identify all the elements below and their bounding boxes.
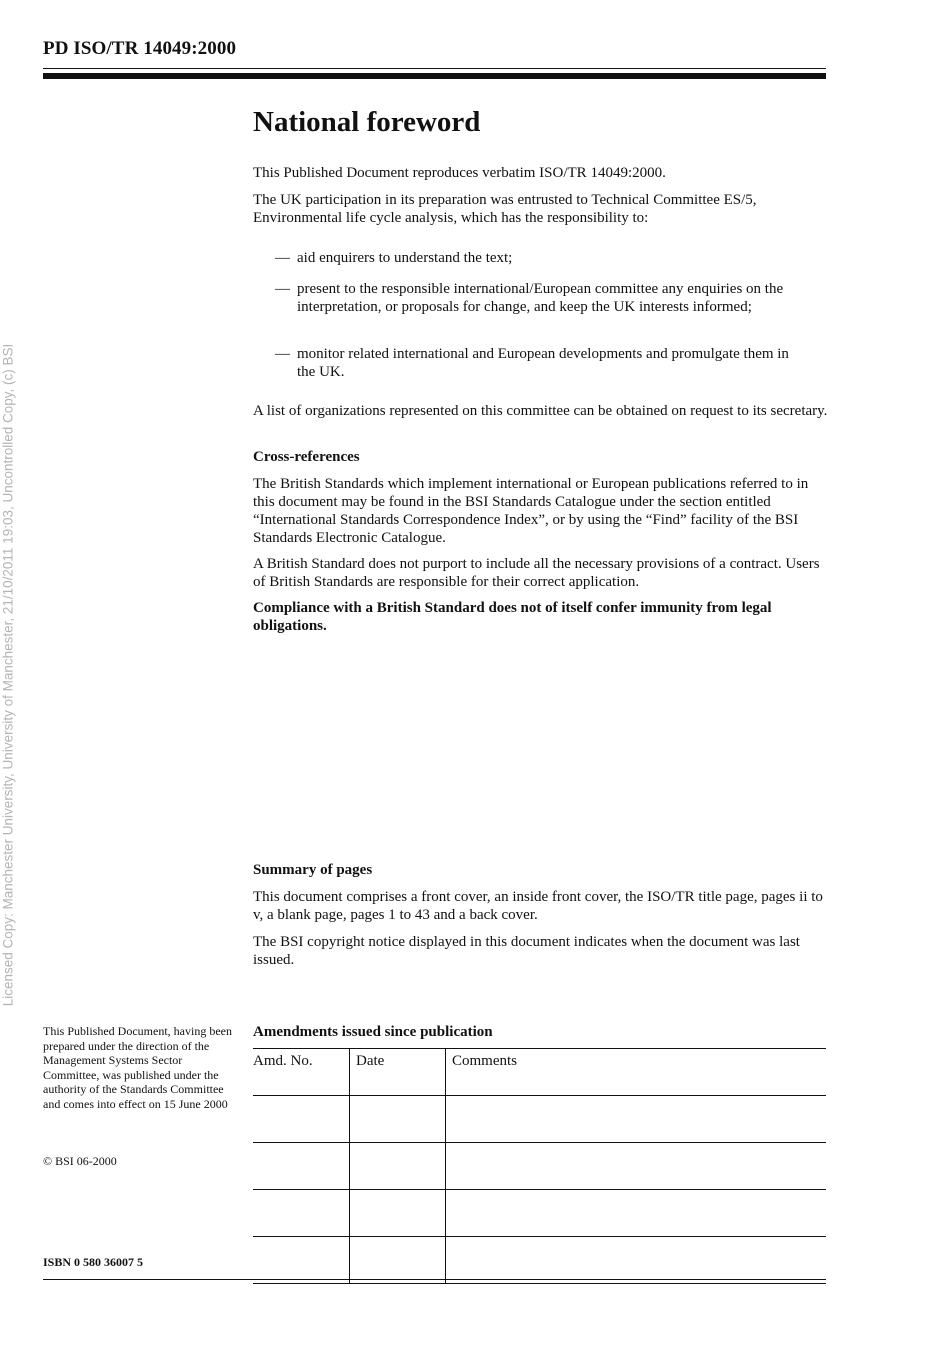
dash-marker: — [275, 250, 290, 266]
header-thick-rule [43, 73, 826, 79]
cross-references-heading: Cross-references [253, 449, 360, 465]
organizations-paragraph: A list of organizations represented on this committee can be obtained on request to its secretary. [253, 403, 828, 419]
column-header-comments: Comments [446, 1049, 827, 1096]
summary-heading: Summary of pages [253, 862, 373, 878]
table-cell [350, 1190, 446, 1237]
table-cell [446, 1096, 827, 1143]
amendments-table [253, 1048, 826, 1284]
summary-paragraph: This document comprises a front cover, an inside front cover, the ISO/TR title page, pages ii to v, a blank page, pages 1 to 43 and a back cover. [253, 889, 823, 923]
table-cell [253, 1096, 350, 1143]
table-row [253, 1096, 826, 1143]
copyright-notice-paragraph: The BSI copyright notice displayed in this document indicates when the document was last issued. [253, 934, 800, 968]
table-cell [446, 1237, 827, 1284]
table-row [253, 1143, 826, 1190]
table-row [253, 1237, 826, 1284]
publication-note: This Published Document, having been prepared under the direction of the Management Systems Sector Committee, was published under the authority of the Standards Committee and comes into effect on 15 June 2000 [43, 1024, 232, 1111]
table-cell [446, 1190, 827, 1237]
watermark-text: Licensed Copy: Manchester University, University of Manchester, 21/10/2011 19:03, Uncontrolled Copy, (c) BSI [0, 343, 16, 1007]
header-thin-rule [43, 68, 826, 69]
table-cell [253, 1237, 350, 1284]
table-cell [446, 1143, 827, 1190]
isbn: ISBN 0 580 36007 5 [43, 1255, 144, 1269]
table-cell [253, 1190, 350, 1237]
responsibility-text: monitor related international and European developments and promulgate them in the UK. [297, 346, 789, 380]
footer-rule [43, 1279, 826, 1280]
table-cell [350, 1096, 446, 1143]
dash-marker: — [275, 281, 290, 297]
column-header-amd-no: Amd. No. [253, 1049, 350, 1096]
provisions-paragraph: A British Standard does not purport to include all the necessary provisions of a contract. Users of British Standards are responsible for their correct application. [253, 556, 820, 590]
table-cell [350, 1237, 446, 1284]
responsibility-item [275, 249, 847, 267]
cross-references-paragraph: The British Standards which implement international or European publications referred to in this document may be found in the BSI Standards Catalogue under the section entitled “International Standards Correspondence Index”, or by using the “Find” facility of the BSI Standards Electronic Catalogue. [253, 476, 809, 546]
amendments-title: Amendments issued since publication [253, 1024, 493, 1040]
copyright-line: © BSI 06-2000 [43, 1154, 117, 1168]
table-header-row [253, 1049, 826, 1096]
participation-paragraph: The UK participation in its preparation was entrusted to Technical Committee ES/5, Environmental life cycle analysis, which has the responsibility to: [253, 192, 757, 226]
table-cell [253, 1143, 350, 1190]
responsibility-text: present to the responsible international/European committee any enquiries on the interpretation, or proposals for change, and keep the UK interests informed; [297, 281, 784, 315]
page-title: National foreword [253, 106, 481, 138]
document-id-header: PD ISO/TR 14049:2000 [43, 38, 237, 59]
responsibility-item [275, 280, 805, 316]
intro-paragraph: This Published Document reproduces verbatim ISO/TR 14049:2000. [253, 165, 666, 181]
dash-marker: — [275, 346, 290, 362]
table-row [253, 1190, 826, 1237]
responsibility-text: aid enquirers to understand the text; [297, 250, 513, 266]
responsibility-item [275, 345, 805, 381]
compliance-statement: Compliance with a British Standard does not of itself confer immunity from legal obligations. [253, 600, 772, 634]
table-cell [350, 1143, 446, 1190]
column-header-date: Date [350, 1049, 446, 1096]
